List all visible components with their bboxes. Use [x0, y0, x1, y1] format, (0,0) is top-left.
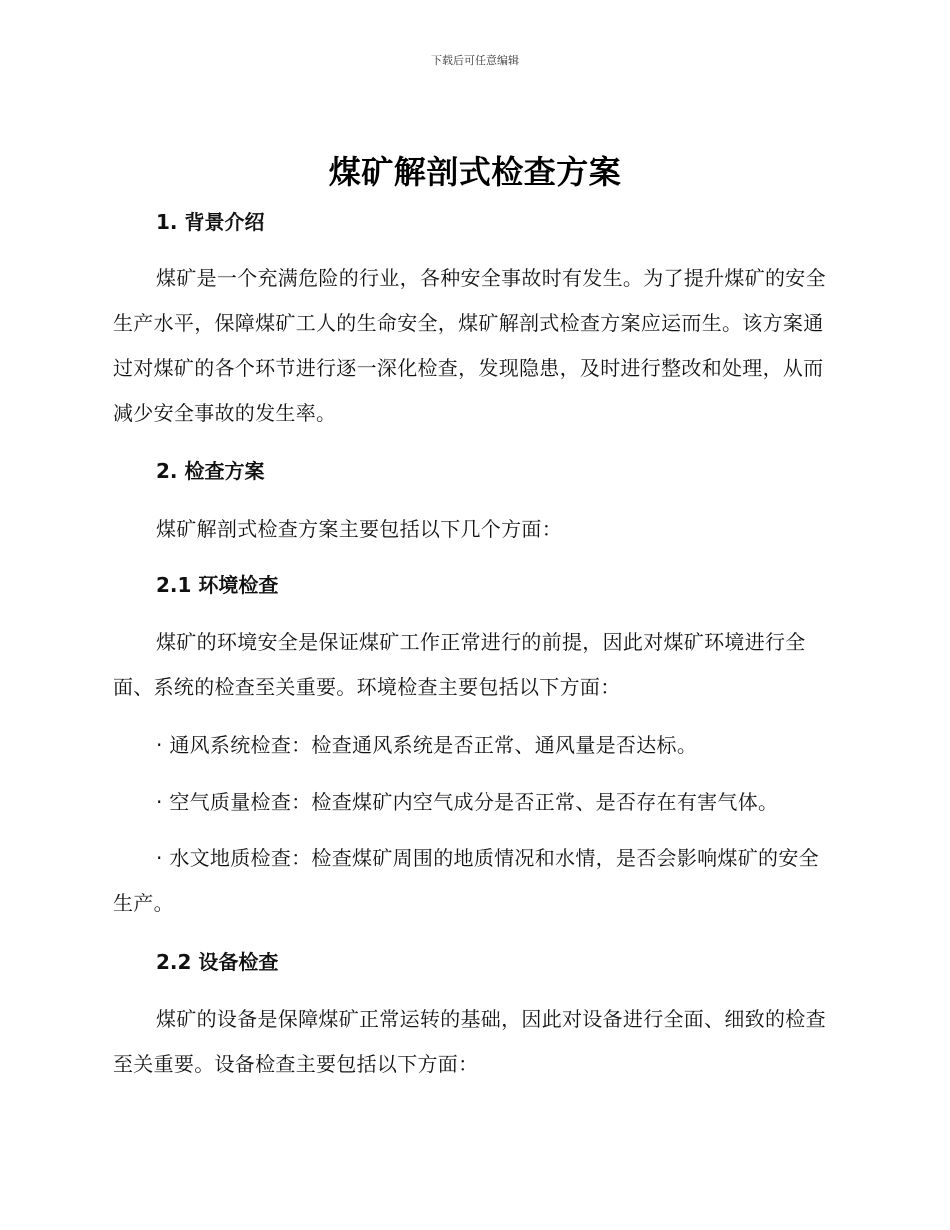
section-heading-equipment: 2.2 设备检查: [156, 950, 279, 974]
paragraph-background: 煤矿是一个充满危险的行业，各种安全事故时有发生。为了提升煤矿的安全生产水平，保障煤矿工人的生命安全，煤矿解剖式检查方案应运而生。该方案通过对煤矿的各个环节进行逐一深化检查，发现隐患，及时进行整改和处理，从而减少安全事故的发生率。: [113, 266, 826, 425]
paragraph-equipment: 煤矿的设备是保障煤矿正常运转的基础，因此对设备进行全面、细致的检查至关重要。设备检查主要包括以下方面：: [113, 1007, 826, 1076]
paragraph-environment: 煤矿的环境安全是保证煤矿工作正常进行的前提，因此对煤矿环境进行全面、系统的检查至关重要。环境检查主要包括以下方面：: [113, 630, 806, 699]
paragraph-inspection-intro: 煤矿解剖式检查方案主要包括以下几个方面：: [156, 517, 562, 541]
page-header-note: 下载后可任意编辑: [431, 54, 519, 67]
section-heading-environment: 2.1 环境检查: [156, 573, 279, 597]
bullet-air-quality-check: · 空气质量检查：检查煤矿内空气成分是否正常、是否存在有害气体。: [156, 790, 779, 814]
section-heading-inspection-plan: 2. 检查方案: [156, 459, 265, 483]
bullet-hydrogeology-check: · 水文地质检查：检查煤矿周围的地质情况和水情，是否会影响煤矿的安全生产。: [113, 846, 819, 915]
bullet-ventilation-check: · 通风系统检查：检查通风系统是否正常、通风量是否达标。: [156, 733, 698, 757]
section-heading-background: 1. 背景介绍: [156, 210, 265, 234]
document-title: 煤矿解剖式检查方案: [328, 153, 622, 191]
